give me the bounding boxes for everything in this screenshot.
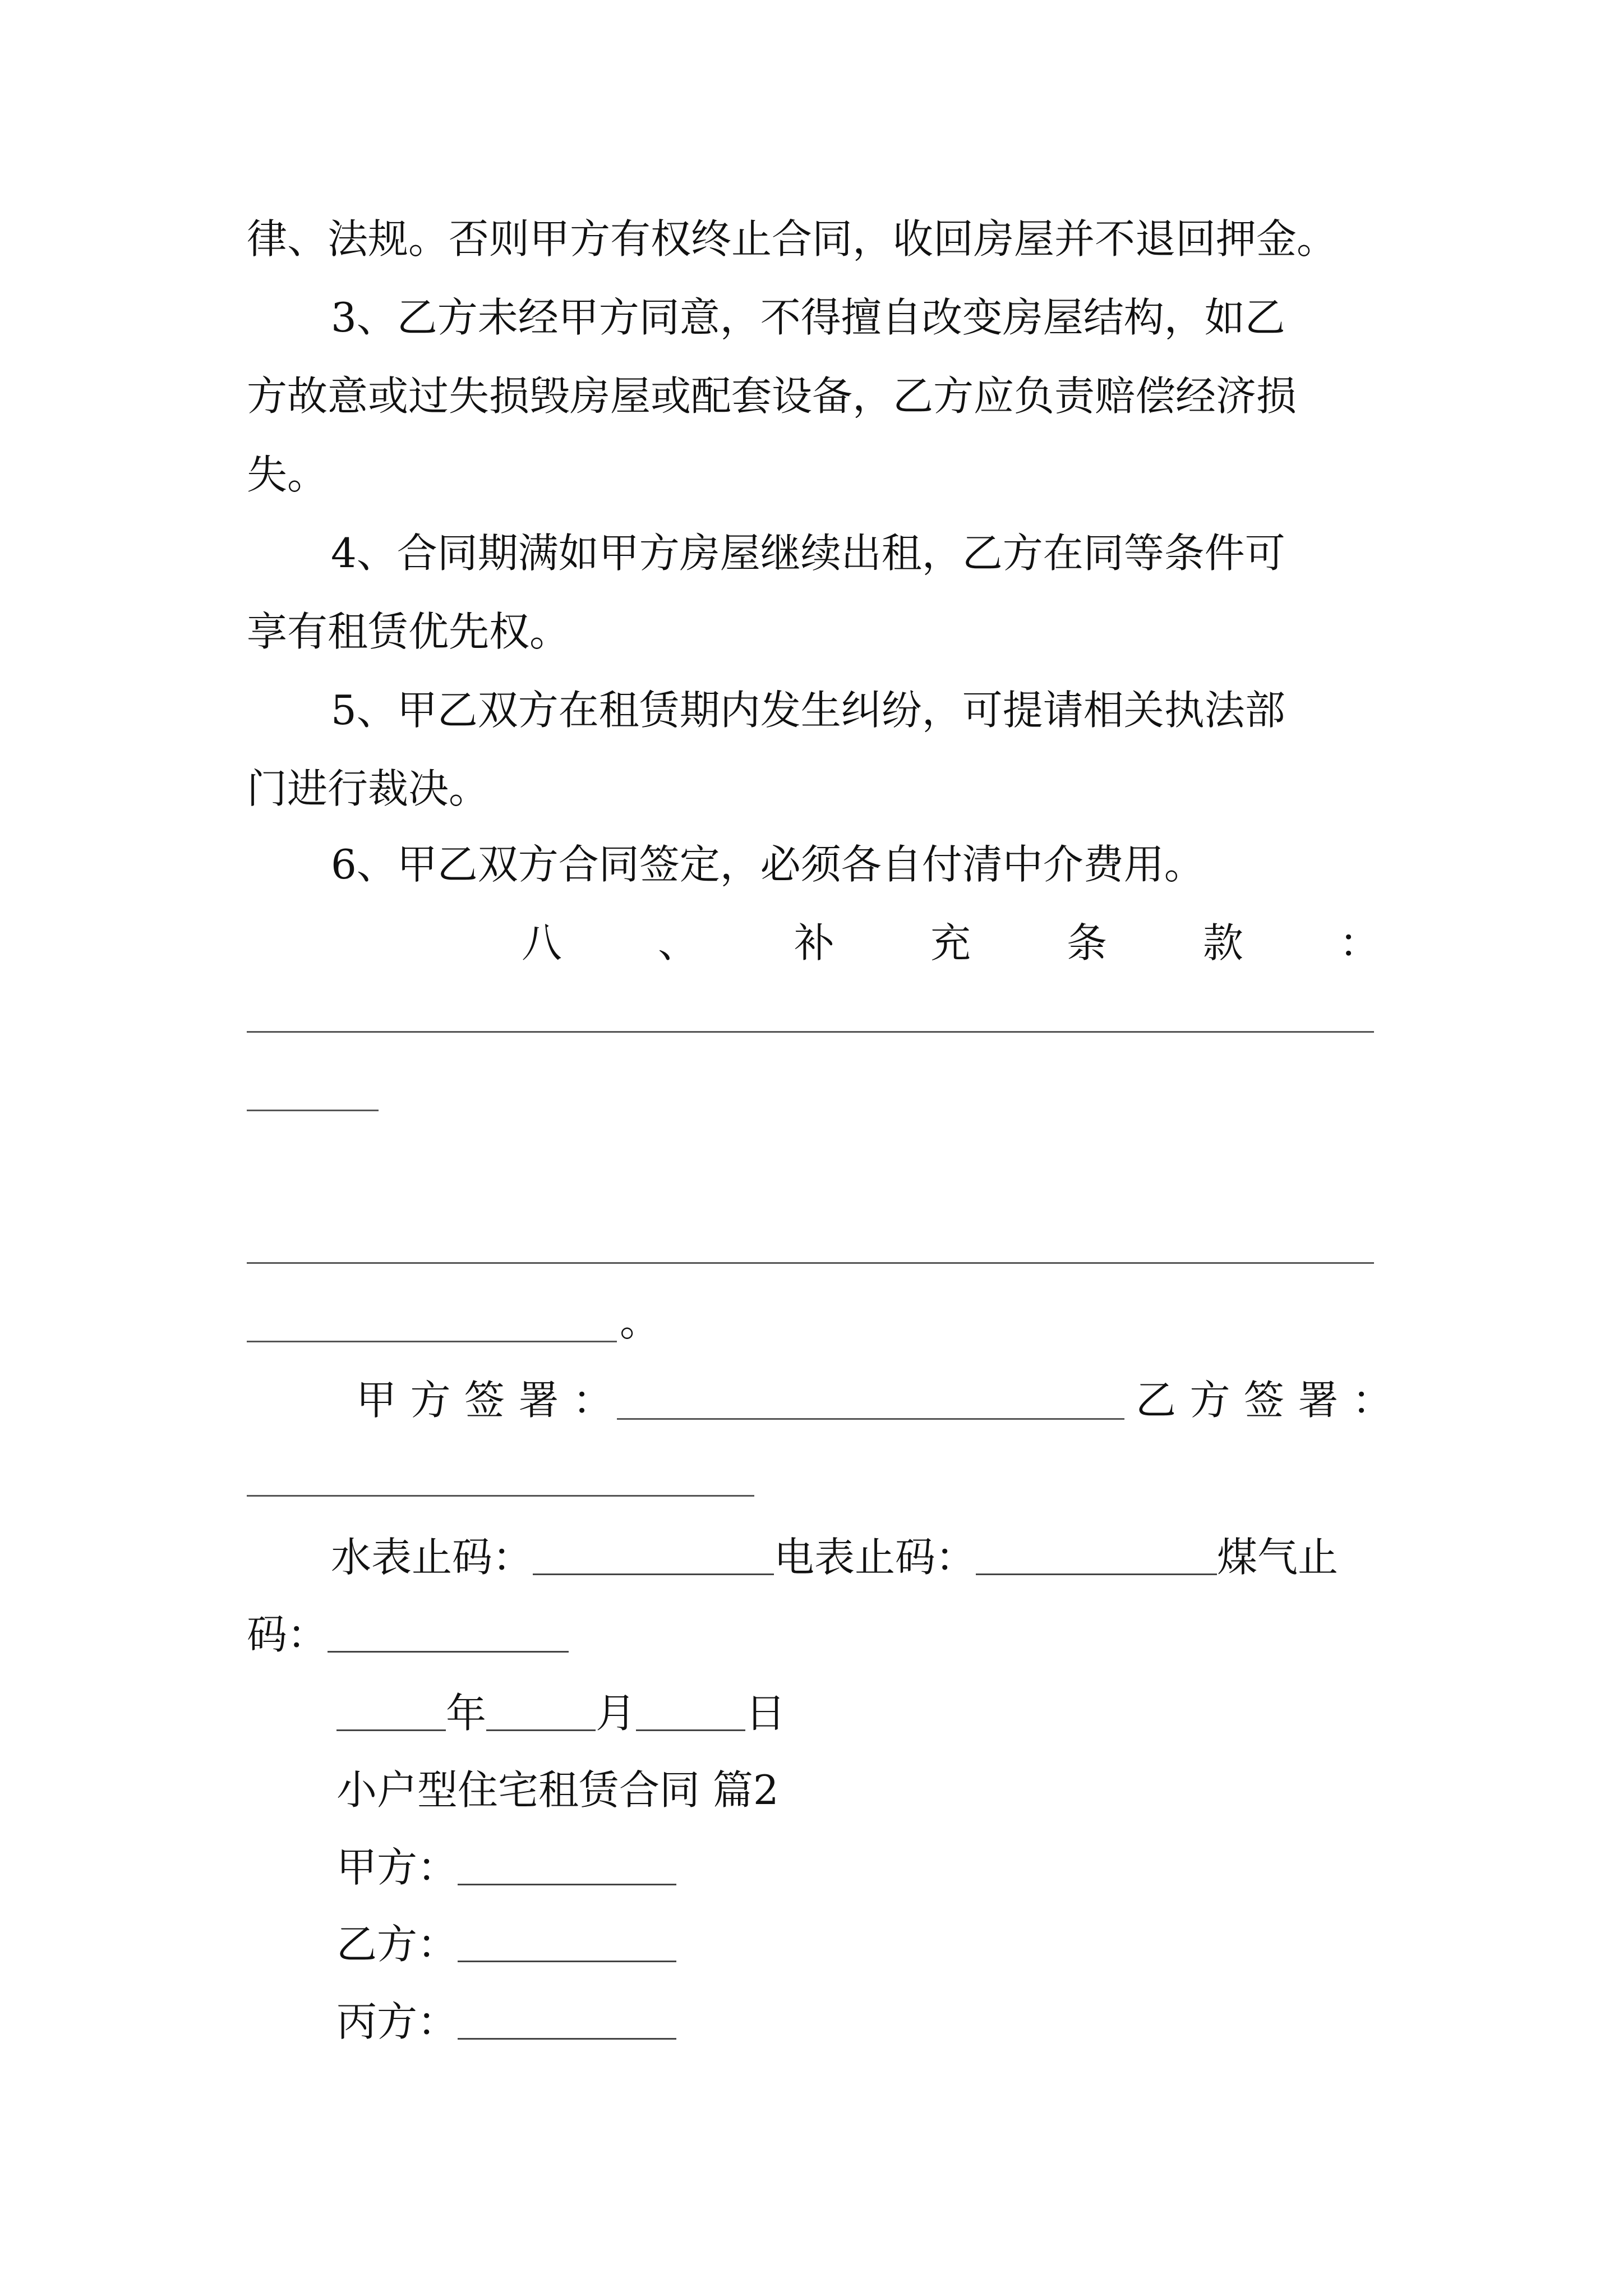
party-c-label: 丙方： [336,1998,458,2045]
supplementary-blank-line[interactable] [247,1262,1374,1264]
month-field[interactable] [486,1693,596,1731]
supplementary-end-mark: 。 [620,1298,661,1345]
supplementary-char: 八 [522,919,562,967]
party-c-field[interactable] [458,2001,676,2040]
clause-5-line: 门进行裁决。 [247,765,490,812]
day-field[interactable] [636,1693,745,1731]
contract-2-party-b [336,1921,676,1968]
party-a-label: 甲方： [336,1844,458,1891]
gas-meter-field[interactable] [328,1614,569,1653]
date-line [336,1690,786,1737]
party-a-signature-field[interactable] [617,1418,1124,1420]
gas-meter-label: 码： [247,1611,328,1658]
water-meter-field[interactable] [533,1537,774,1575]
party-b-signature-label: 乙方签署： [1136,1377,1407,1424]
party-b-signature-field[interactable] [247,1495,754,1497]
supplementary-char: 补 [794,919,834,967]
supplementary-char: 款 [1202,919,1243,967]
contract-2-party-c [336,1998,676,2045]
party-a-field[interactable] [458,1847,676,1885]
electric-meter-field[interactable] [976,1537,1217,1575]
supplementary-char: ： [1339,919,1380,967]
clause-3-line: 失。 [247,451,328,498]
clause-4-line: 4、合同期满如甲方房屋继续出租，乙方在同等条件可 [331,530,1285,577]
clause-3-line: 3、乙方未经甲方同意，不得擅自改变房屋结构，如乙 [331,294,1285,341]
contract-2-party-a [336,1844,676,1891]
day-label: 日 [745,1690,786,1737]
supplementary-char: 充 [930,919,971,967]
supplementary-blank-line[interactable] [247,1031,1374,1033]
water-meter-label: 水表止码： [331,1534,533,1581]
supplementary-char: 条 [1066,919,1107,967]
clause-4-line: 享有租赁优先权。 [247,608,570,655]
party-a-signature-label: 甲方签署： [356,1377,627,1424]
party-b-field[interactable] [458,1924,676,1962]
year-label: 年 [446,1690,487,1737]
clause-5-line: 5、甲乙双方在租赁期内发生纠纷，可提请相关执法部 [331,687,1285,734]
clause-3-line: 方故意或过失损毁房屋或配套设备，乙方应负责赔偿经济损 [247,372,1297,420]
party-b-label: 乙方： [336,1921,458,1968]
year-field[interactable] [336,1693,446,1731]
supplementary-blank-line[interactable] [247,1341,617,1342]
month-label: 月 [596,1690,637,1737]
meter-readings-line [247,1611,569,1658]
clause-line: 律、法规。否则甲方有权终止合同，收回房屋并不退回押金。 [247,215,1338,263]
meter-readings-line [331,1534,1339,1581]
contract-2-title: 小户型住宅租赁合同 篇2 [336,1766,779,1814]
gas-meter-label: 煤气止 [1217,1534,1339,1581]
supplementary-heading [522,919,1380,967]
supplementary-blank-line[interactable] [247,1110,379,1111]
supplementary-char: 、 [657,919,698,967]
electric-meter-label: 电表止码： [774,1534,976,1581]
clause-6-line: 6、甲乙双方合同签定，必须各自付清中介费用。 [331,841,1205,888]
